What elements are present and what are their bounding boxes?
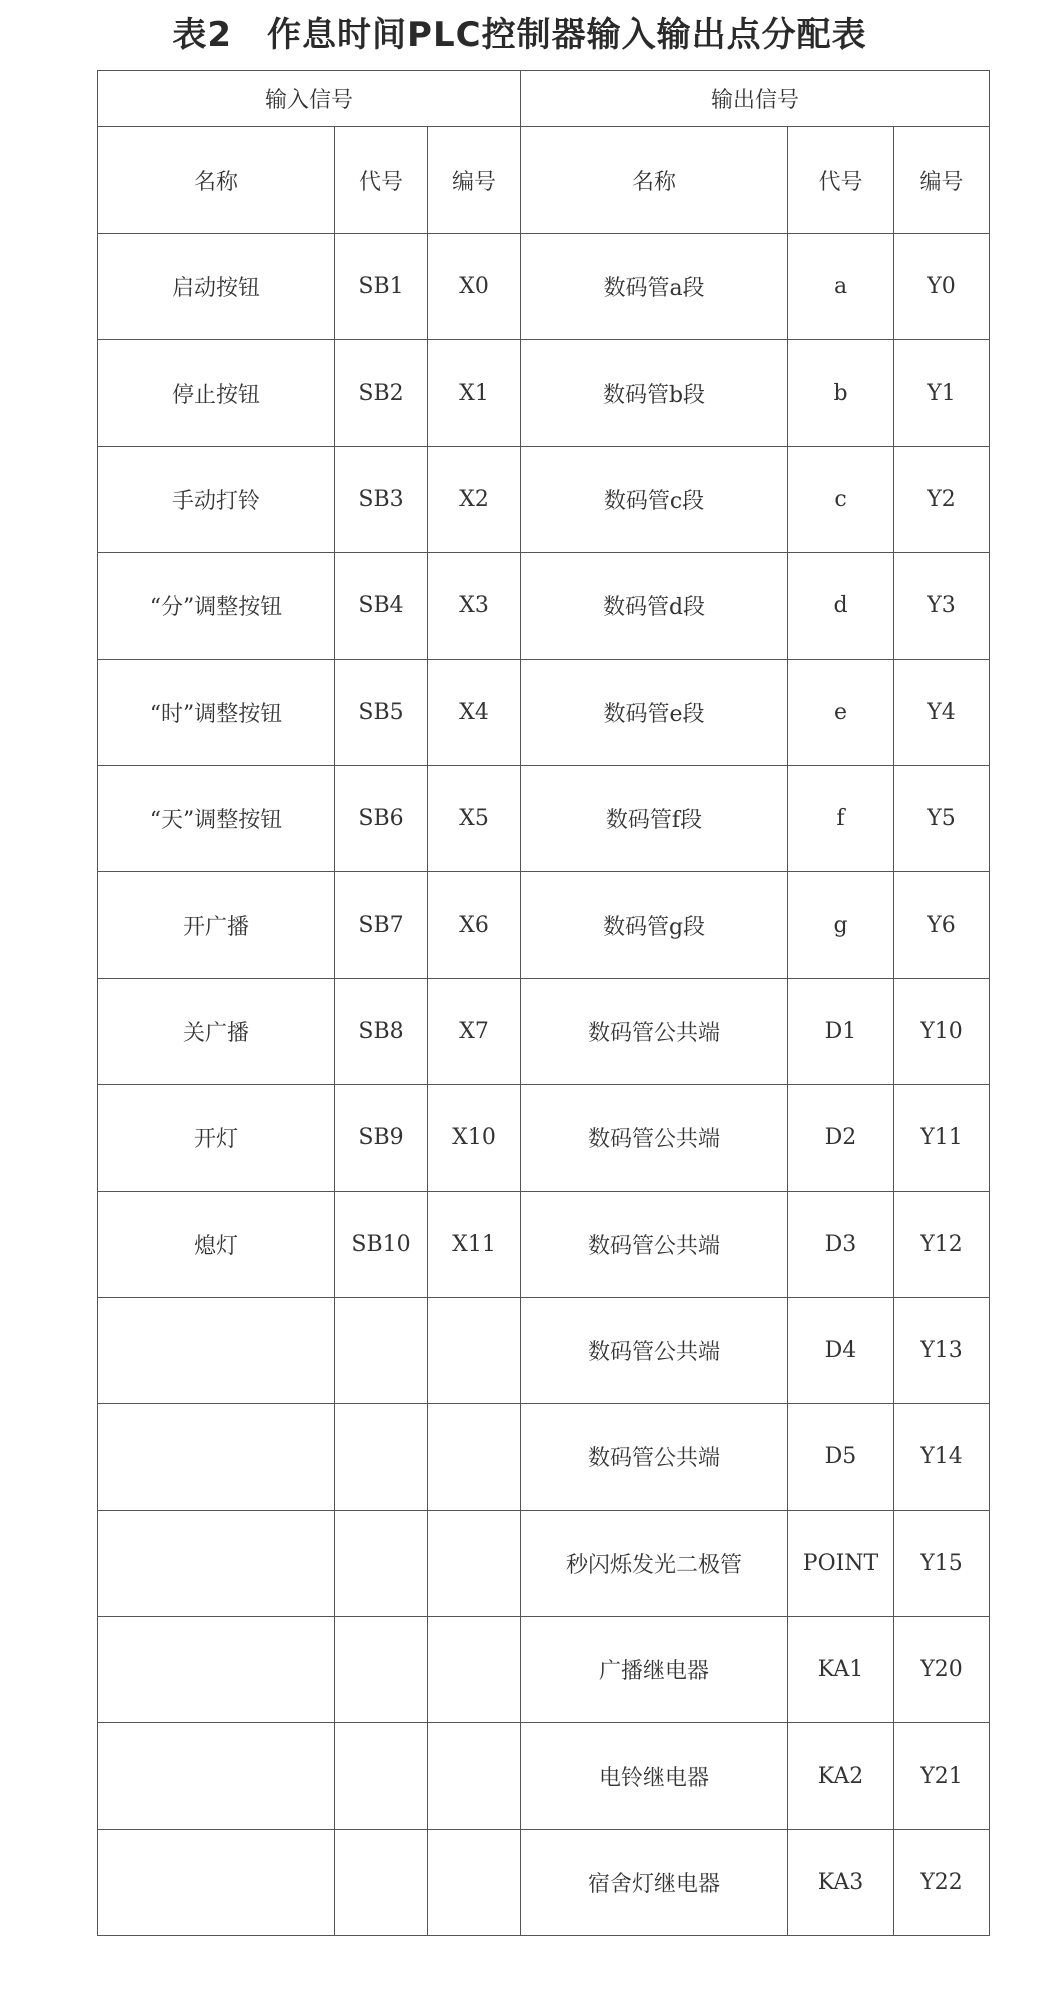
input-name-cell: 开灯 <box>98 1085 335 1191</box>
output-code-cell: KA3 <box>788 1829 894 1935</box>
output-code-cell: D4 <box>788 1297 894 1403</box>
output-name-cell: 数码管d段 <box>521 553 788 659</box>
table-row <box>98 1510 990 1616</box>
output-code-cell: D3 <box>788 1191 894 1297</box>
input-number-cell <box>428 1404 521 1510</box>
output-number-cell: Y4 <box>894 659 990 765</box>
column-header-row <box>98 127 990 234</box>
table-row <box>98 1404 990 1510</box>
col-header-output-number: 编号 <box>894 127 990 234</box>
input-number-cell: X2 <box>428 446 521 552</box>
output-number-cell: Y2 <box>894 446 990 552</box>
output-code-cell: KA1 <box>788 1617 894 1723</box>
output-code-cell: POINT <box>788 1510 894 1616</box>
input-code-cell <box>335 1617 428 1723</box>
output-code-cell: e <box>788 659 894 765</box>
output-number-cell: Y10 <box>894 978 990 1084</box>
input-code-cell <box>335 1404 428 1510</box>
input-code-cell: SB2 <box>335 340 428 446</box>
output-number-cell: Y0 <box>894 234 990 340</box>
output-name-cell: 数码管公共端 <box>521 978 788 1084</box>
output-number-cell: Y15 <box>894 1510 990 1616</box>
col-header-input-code: 代号 <box>335 127 428 234</box>
output-name-cell: 数码管b段 <box>521 340 788 446</box>
input-name-cell: 关广播 <box>98 978 335 1084</box>
input-code-cell: SB10 <box>335 1191 428 1297</box>
output-code-cell: g <box>788 872 894 978</box>
input-number-cell <box>428 1829 521 1935</box>
input-code-cell: SB6 <box>335 765 428 871</box>
output-code-cell: f <box>788 765 894 871</box>
output-name-cell: 数码管公共端 <box>521 1191 788 1297</box>
input-code-cell: SB5 <box>335 659 428 765</box>
output-name-cell: 数码管c段 <box>521 446 788 552</box>
table-row <box>98 234 990 340</box>
output-name-cell: 电铃继电器 <box>521 1723 788 1829</box>
table-title: 表2 作息时间PLC控制器输入输出点分配表 <box>172 15 867 55</box>
input-name-cell: 开广播 <box>98 872 335 978</box>
input-code-cell <box>335 1723 428 1829</box>
input-number-cell: X0 <box>428 234 521 340</box>
input-number-cell <box>428 1617 521 1723</box>
output-name-cell: 数码管e段 <box>521 659 788 765</box>
output-name-cell: 数码管公共端 <box>521 1297 788 1403</box>
input-code-cell: SB1 <box>335 234 428 340</box>
input-name-cell: “分”调整按钮 <box>98 553 335 659</box>
input-number-cell: X6 <box>428 872 521 978</box>
table-row <box>98 765 990 871</box>
input-code-cell <box>335 1510 428 1616</box>
input-number-cell: X1 <box>428 340 521 446</box>
input-number-cell: X4 <box>428 659 521 765</box>
table-row <box>98 446 990 552</box>
group-header-row <box>98 71 990 127</box>
input-name-cell: 启动按钮 <box>98 234 335 340</box>
input-name-cell <box>98 1297 335 1403</box>
io-allocation-table <box>97 70 990 1936</box>
table-row <box>98 553 990 659</box>
input-name-cell: 手动打铃 <box>98 446 335 552</box>
input-name-cell: 熄灯 <box>98 1191 335 1297</box>
input-number-cell: X3 <box>428 553 521 659</box>
output-name-cell: 数码管公共端 <box>521 1085 788 1191</box>
input-name-cell: 停止按钮 <box>98 340 335 446</box>
input-name-cell <box>98 1617 335 1723</box>
output-name-cell: 数码管a段 <box>521 234 788 340</box>
input-number-cell: X7 <box>428 978 521 1084</box>
table-row <box>98 659 990 765</box>
output-number-cell: Y13 <box>894 1297 990 1403</box>
output-number-cell: Y1 <box>894 340 990 446</box>
output-number-cell: Y5 <box>894 765 990 871</box>
output-name-cell: 数码管f段 <box>521 765 788 871</box>
input-code-cell <box>335 1297 428 1403</box>
output-code-cell: D1 <box>788 978 894 1084</box>
input-number-cell <box>428 1510 521 1616</box>
input-code-cell: SB4 <box>335 553 428 659</box>
output-number-cell: Y21 <box>894 1723 990 1829</box>
output-name-cell: 数码管公共端 <box>521 1404 788 1510</box>
output-name-cell: 宿舍灯继电器 <box>521 1829 788 1935</box>
output-code-cell: KA2 <box>788 1723 894 1829</box>
output-code-cell: a <box>788 234 894 340</box>
output-name-cell: 广播继电器 <box>521 1617 788 1723</box>
output-number-cell: Y14 <box>894 1404 990 1510</box>
output-code-cell: D2 <box>788 1085 894 1191</box>
col-header-input-name: 名称 <box>98 127 335 234</box>
input-code-cell <box>335 1829 428 1935</box>
input-name-cell: “天”调整按钮 <box>98 765 335 871</box>
col-header-output-name: 名称 <box>521 127 788 234</box>
input-code-cell: SB9 <box>335 1085 428 1191</box>
input-code-cell: SB3 <box>335 446 428 552</box>
table-row <box>98 1297 990 1403</box>
output-code-cell: d <box>788 553 894 659</box>
col-header-input-number: 编号 <box>428 127 521 234</box>
output-group-header: 输出信号 <box>521 71 990 127</box>
output-code-cell: D5 <box>788 1404 894 1510</box>
input-number-cell: X10 <box>428 1085 521 1191</box>
input-number-cell <box>428 1297 521 1403</box>
table-row <box>98 1829 990 1935</box>
col-header-output-code: 代号 <box>788 127 894 234</box>
table-row <box>98 872 990 978</box>
input-number-cell <box>428 1723 521 1829</box>
table-row <box>98 1191 990 1297</box>
input-name-cell <box>98 1404 335 1510</box>
output-code-cell: c <box>788 446 894 552</box>
output-code-cell: b <box>788 340 894 446</box>
table-row <box>98 1617 990 1723</box>
table-row <box>98 1085 990 1191</box>
output-number-cell: Y20 <box>894 1617 990 1723</box>
input-number-cell: X11 <box>428 1191 521 1297</box>
input-number-cell: X5 <box>428 765 521 871</box>
input-name-cell: “时”调整按钮 <box>98 659 335 765</box>
output-number-cell: Y3 <box>894 553 990 659</box>
output-number-cell: Y11 <box>894 1085 990 1191</box>
input-group-header: 输入信号 <box>98 71 521 127</box>
table-row <box>98 340 990 446</box>
input-code-cell: SB8 <box>335 978 428 1084</box>
output-number-cell: Y22 <box>894 1829 990 1935</box>
input-name-cell <box>98 1510 335 1616</box>
input-name-cell <box>98 1723 335 1829</box>
output-name-cell: 秒闪烁发光二极管 <box>521 1510 788 1616</box>
output-number-cell: Y6 <box>894 872 990 978</box>
input-name-cell <box>98 1829 335 1935</box>
table-row <box>98 978 990 1084</box>
output-name-cell: 数码管g段 <box>521 872 788 978</box>
table-row <box>98 1723 990 1829</box>
output-number-cell: Y12 <box>894 1191 990 1297</box>
input-code-cell: SB7 <box>335 872 428 978</box>
